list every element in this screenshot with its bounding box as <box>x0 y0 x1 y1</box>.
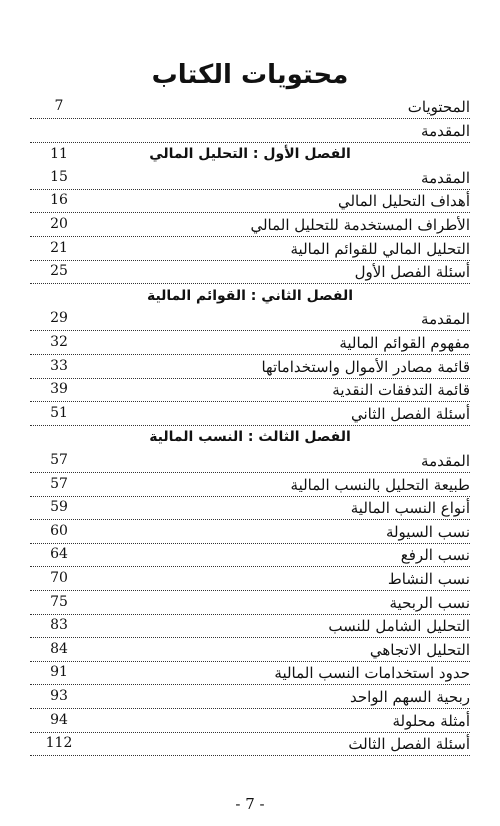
toc-entry-label: أمثلة محلولة <box>389 710 470 732</box>
toc-entry-label: التحليل الاتجاهي <box>367 639 470 661</box>
toc-entry-label: نسب النشاط <box>385 568 470 590</box>
toc-entry <box>30 474 470 497</box>
toc-chapter-title: الفصل الثاني : القوائم المالية <box>146 287 354 304</box>
toc-page-number: 83 <box>50 617 68 634</box>
toc-entry <box>30 190 470 213</box>
toc-page-number: 60 <box>50 522 68 539</box>
toc-page-number: 57 <box>50 452 68 468</box>
toc-page-number: 29 <box>50 310 68 327</box>
toc-entry-label: أسئلة الفصل الثاني <box>348 403 470 425</box>
toc-page-number: 51 <box>50 404 68 421</box>
toc-entry <box>30 544 470 567</box>
toc-page-number: 11 <box>50 146 68 163</box>
toc-page-number: 32 <box>50 334 68 350</box>
toc-chapter-heading <box>30 426 470 448</box>
toc-entry <box>30 120 470 143</box>
page-title: محتويات الكتاب <box>151 60 349 90</box>
toc-entry-label: ربحية السهم الواحد <box>347 686 470 708</box>
toc-entry-label: المقدمة <box>418 120 470 142</box>
toc-entry <box>30 497 470 520</box>
page-number-footer: - 7 - <box>235 795 265 813</box>
toc-entry-label: التحليل المالي للقوائم المالية <box>288 238 470 260</box>
toc-page-number: 94 <box>50 711 68 728</box>
toc-page-number: 7 <box>54 98 64 114</box>
toc-entry <box>30 403 470 426</box>
toc-page-number: 21 <box>50 239 68 256</box>
toc-entry-label: قائمة التدفقات النقدية <box>329 379 470 401</box>
toc-entry-label: أهداف التحليل المالي <box>335 190 470 212</box>
toc-entry <box>30 592 470 615</box>
toc-entry-label: أسئلة الفصل الثالث <box>345 733 470 755</box>
toc-entry-label: حدود استخدامات النسب المالية <box>271 662 470 684</box>
toc-entry <box>30 238 470 261</box>
toc-page-number: 57 <box>50 475 68 492</box>
toc-entry <box>30 662 470 685</box>
toc-entry <box>30 332 470 355</box>
toc-chapter-heading <box>30 285 470 307</box>
toc-entry-label: المقدمة <box>418 167 470 189</box>
toc-page-number: 93 <box>50 688 68 704</box>
toc-entry-label: نسب السيولة <box>383 521 470 543</box>
toc-chapter-title: الفصل الأول : التحليل المالي <box>149 146 351 163</box>
toc-entry <box>30 686 470 709</box>
toc-page-number: 70 <box>50 570 68 586</box>
toc-entry-label: التحليل الشامل للنسب <box>325 615 470 637</box>
toc-entry-label: مفهوم القوائم المالية <box>336 332 470 354</box>
toc-entry-label: المحتويات <box>405 96 470 118</box>
toc-entry <box>30 261 470 284</box>
toc-entry <box>30 379 470 402</box>
toc-chapter-title: الفصل الثالث : النسب المالية <box>149 429 351 446</box>
toc-entry <box>30 96 470 119</box>
toc-entry-label: المقدمة <box>418 450 470 472</box>
toc-page-number: 112 <box>45 735 73 752</box>
toc-entry-label: أسئلة الفصل الأول <box>352 261 470 283</box>
toc-page-number: 59 <box>50 499 68 516</box>
toc-page-number: 15 <box>50 168 68 185</box>
toc-entry <box>30 167 470 190</box>
toc-entry-label: الأطراف المستخدمة للتحليل المالي <box>247 214 470 236</box>
toc-entry-label: طبيعة التحليل بالنسب المالية <box>288 474 470 496</box>
toc-page-number: 16 <box>50 192 68 209</box>
toc-page-number: 91 <box>50 664 68 681</box>
toc-entry <box>30 356 470 379</box>
toc-page-number: 20 <box>50 216 68 232</box>
toc-entry <box>30 521 470 544</box>
toc-entry <box>30 733 470 756</box>
toc-entry-label: أنواع النسب المالية <box>348 497 470 519</box>
toc-chapter-heading <box>30 143 470 165</box>
toc-entry <box>30 214 470 237</box>
toc-page-number: 33 <box>50 357 68 374</box>
toc-page-number: 39 <box>50 381 68 398</box>
toc-page-number: 84 <box>50 640 68 657</box>
toc-entry-label: المقدمة <box>418 308 470 330</box>
toc-entry <box>30 639 470 662</box>
toc-entry <box>30 450 470 473</box>
toc-entry <box>30 615 470 638</box>
toc-entry <box>30 308 470 331</box>
toc-page-number: 25 <box>50 263 68 280</box>
toc-entry <box>30 710 470 733</box>
toc-page-number: 75 <box>50 593 68 610</box>
toc-entry-label: نسب الربحية <box>387 592 471 614</box>
toc-entry-label: نسب الرفع <box>398 544 470 566</box>
toc-page-number: 64 <box>50 546 68 563</box>
toc-entry-label: قائمة مصادر الأموال واستخداماتها <box>258 356 470 378</box>
toc-entry <box>30 568 470 591</box>
